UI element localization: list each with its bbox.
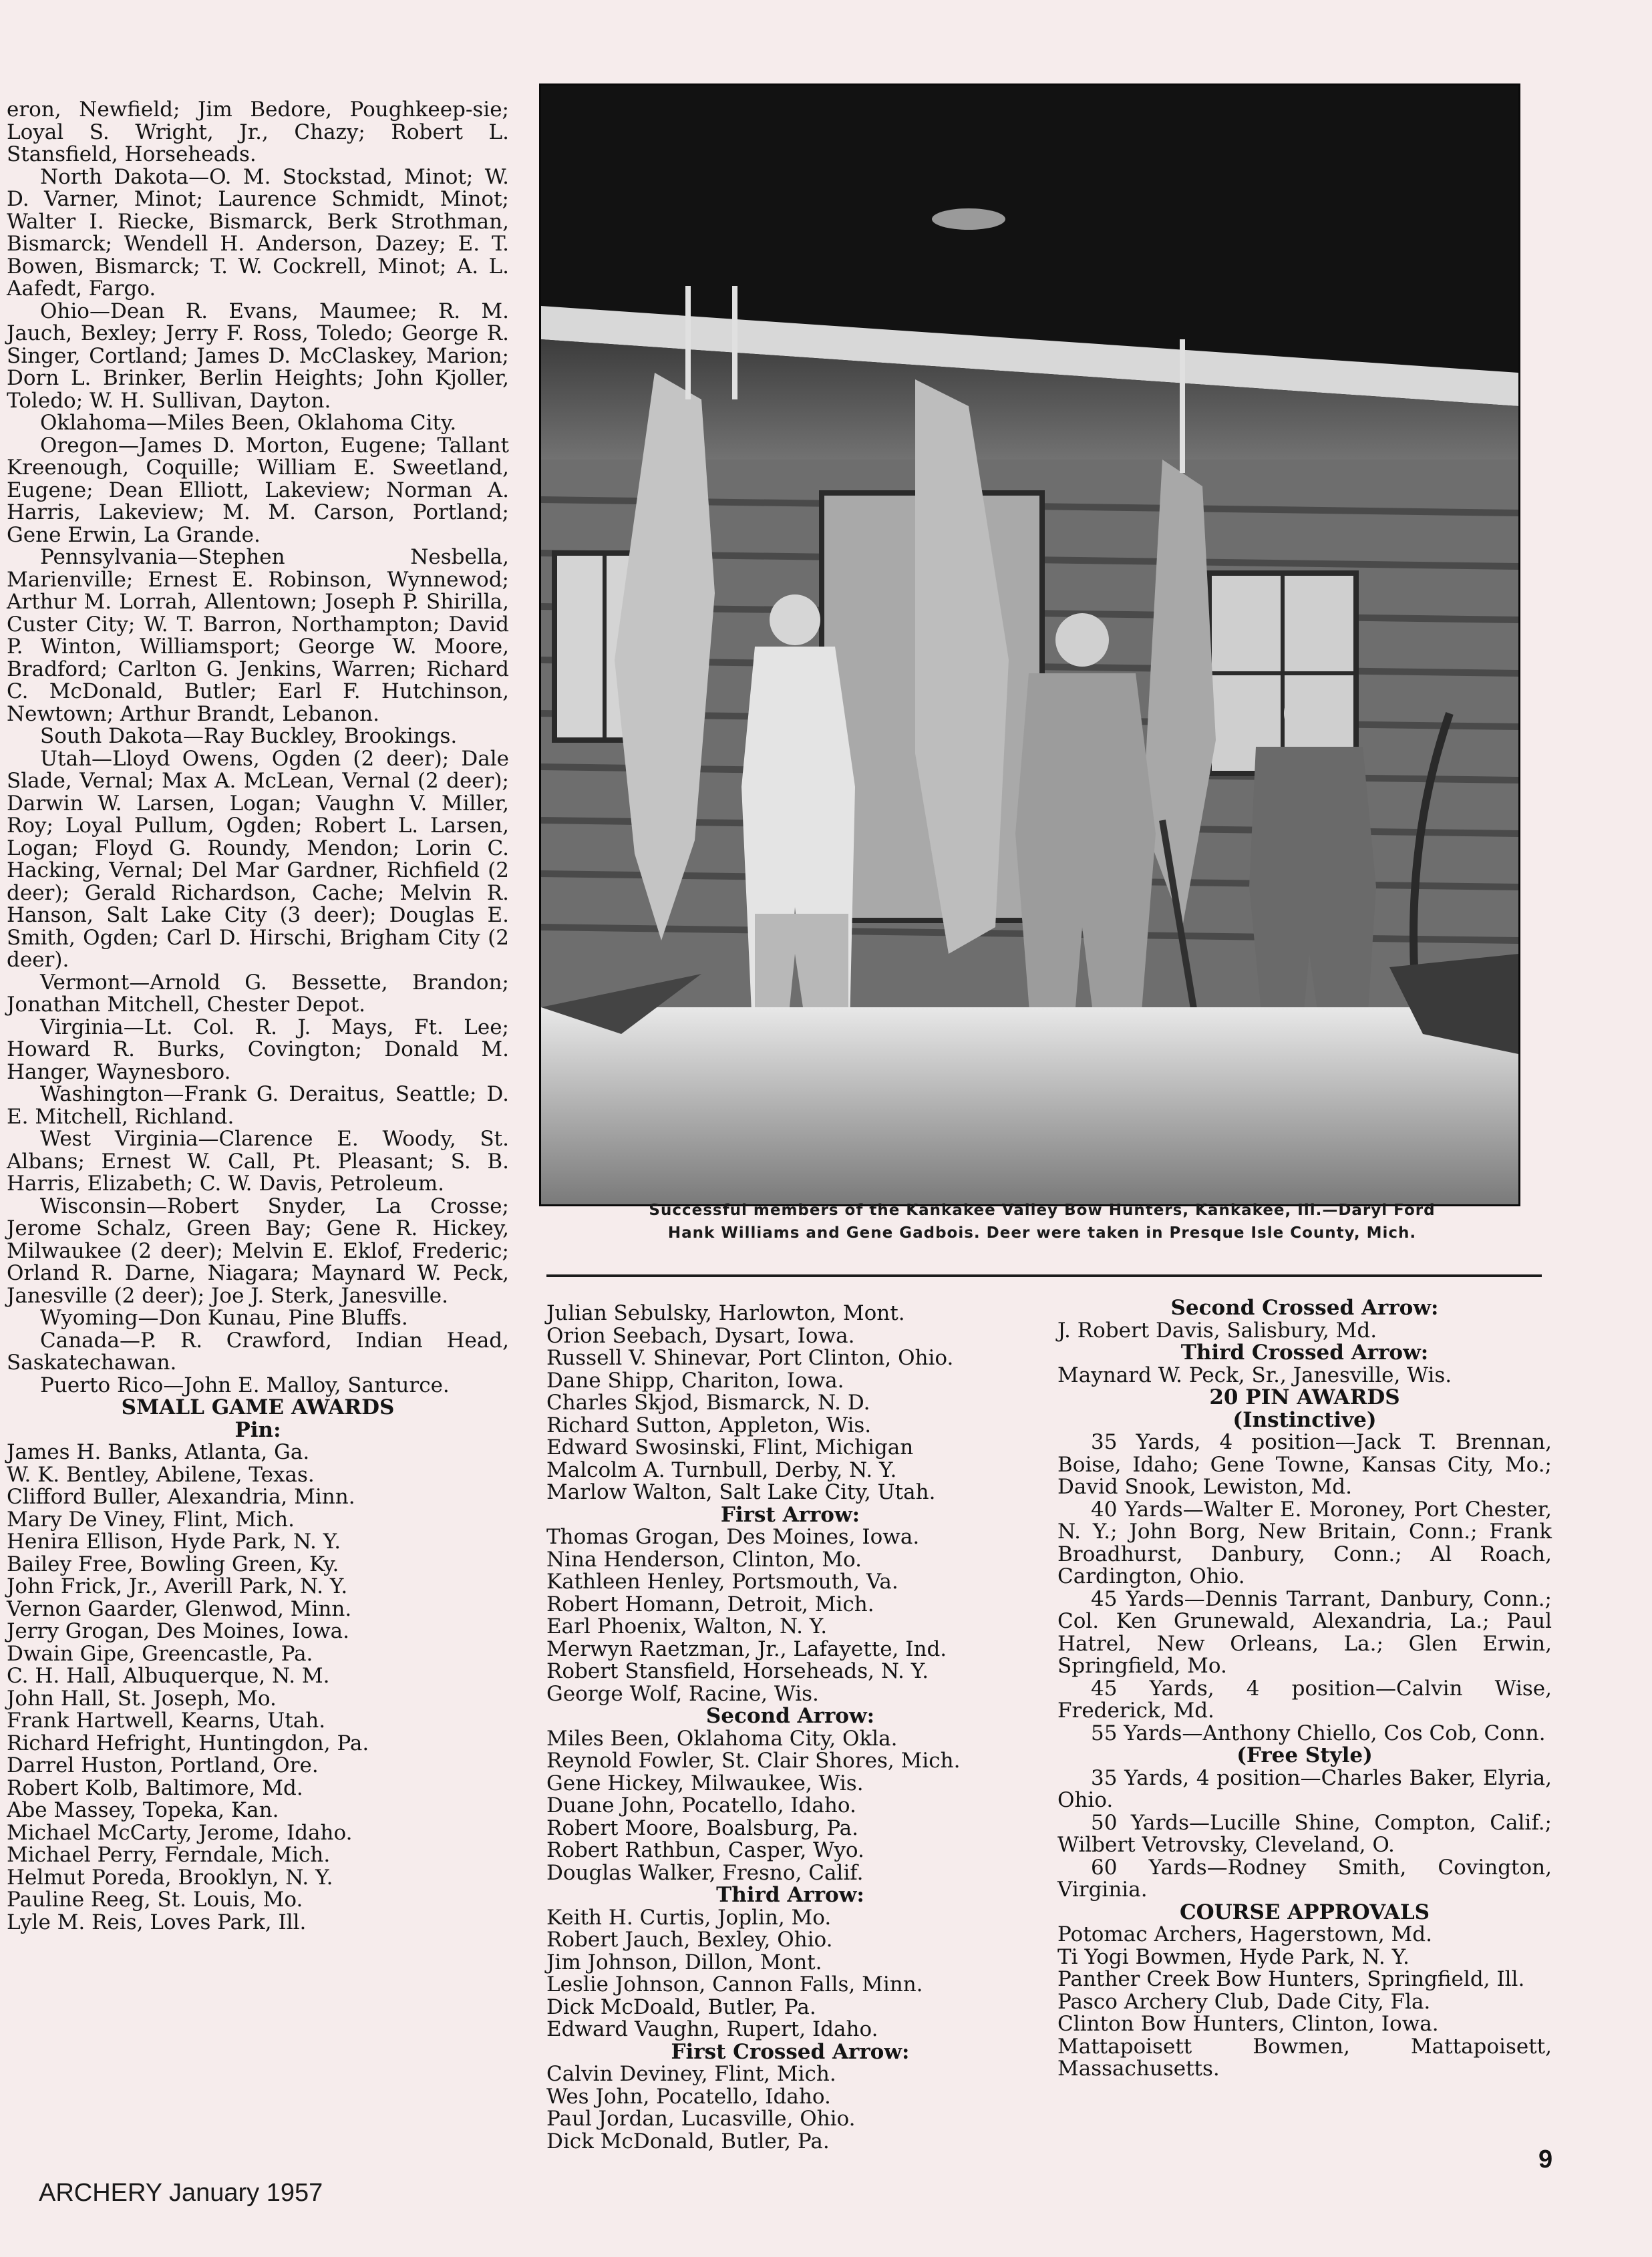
list-item: Pasco Archery Club, Dade City, Fla. bbox=[1057, 1989, 1431, 2014]
list-item: Darrel Huston, Portland, Ore. bbox=[7, 1753, 319, 1777]
section-heading: 20 PIN AWARDS bbox=[1209, 1385, 1400, 1409]
list-item: Edward Vaughn, Rupert, Idaho. bbox=[546, 2017, 878, 2041]
list-item: Marlow Walton, Salt Lake City, Utah. bbox=[546, 1480, 936, 1504]
list-item: George Wolf, Racine, Wis. bbox=[546, 1681, 819, 1706]
list-item: Leslie Johnson, Cannon Falls, Minn. bbox=[546, 1972, 923, 1996]
paragraph: Wisconsin—Robert Snyder, La Crosse; Jerome Schalz, Green Bay; Gene R. Hickey, Milwaukee (2 deer); Melvin E. Eklof, Frederic; Orland R. Darne, Niagara; Maynard W. Peck, Janesville (2 deer); Joe J. Sterk, Janesville. bbox=[7, 1194, 509, 1308]
list-item: Edward Swosinski, Flint, Michigan bbox=[546, 1435, 914, 1459]
subheading: (Free Style) bbox=[1236, 1743, 1373, 1767]
list-item: Clifford Buller, Alexandria, Minn. bbox=[7, 1485, 355, 1509]
paragraph: West Virginia—Clarence E. Woody, St. Albans; Ernest W. Call, Pt. Pleasant; S. B. Harris, Elizabeth; C. W. Davis, Petroleum. bbox=[7, 1127, 509, 1196]
paragraph: Wyoming—Don Kunau, Pine Bluffs. bbox=[40, 1306, 408, 1330]
list-item: Robert Moore, Boalsburg, Pa. bbox=[546, 1815, 858, 1840]
list-item: Henira Ellison, Hyde Park, N. Y. bbox=[7, 1530, 341, 1554]
paragraph: Canada—P. R. Crawford, Indian Head, Saskatechawan. bbox=[7, 1328, 509, 1375]
subheading: Pin: bbox=[234, 1417, 281, 1442]
list-item: Abe Massey, Topeka, Kan. bbox=[7, 1798, 279, 1822]
list-item: Douglas Walker, Fresno, Calif. bbox=[546, 1860, 864, 1885]
list-item: Dick McDonald, Butler, Pa. bbox=[546, 2129, 830, 2153]
list-item: Merwyn Raetzman, Jr., Lafayette, Ind. bbox=[546, 1636, 947, 1661]
subheading: Second Arrow: bbox=[705, 1704, 875, 1728]
section-heading: SMALL GAME AWARDS bbox=[121, 1395, 395, 1419]
name-list bbox=[7, 1441, 509, 1934]
list-item: Maynard W. Peck, Sr., Janesville, Wis. bbox=[1057, 1363, 1452, 1387]
list-item: Mattapoisett Bowmen, Mattapoisett, Massachusetts. bbox=[1057, 2034, 1552, 2081]
section-heading: COURSE APPROVALS bbox=[1179, 1900, 1430, 1924]
column-left bbox=[7, 99, 509, 1934]
list-item: Nina Henderson, Clinton, Mo. bbox=[546, 1547, 862, 1572]
list-item: Gene Hickey, Milwaukee, Wis. bbox=[546, 1771, 864, 1795]
photo-bow-hunters bbox=[539, 83, 1520, 1206]
list-item: Reynold Fowler, St. Clair Shores, Mich. bbox=[546, 1749, 961, 1773]
list-item: Michael McCarty, Jerome, Idaho. bbox=[7, 1820, 353, 1845]
list-item: Dwain Gipe, Greencastle, Pa. bbox=[7, 1641, 313, 1666]
paragraph: 45 Yards—Dennis Tarrant, Danbury, Conn.; Col. Ken Grunewald, Alexandria, La.; Paul Hatrel, New Orleans, La.; Glen Erwin, Springfield, Mo. bbox=[1057, 1586, 1552, 1678]
subheading: Third Arrow: bbox=[716, 1883, 864, 1907]
list-item: Robert Jauch, Bexley, Ohio. bbox=[546, 1928, 833, 1952]
list-item: Robert Kolb, Baltimore, Md. bbox=[7, 1775, 303, 1800]
subheading: First Crossed Arrow: bbox=[671, 2039, 910, 2064]
list-item: Malcolm A. Turnbull, Derby, N. Y. bbox=[546, 1457, 897, 1482]
list-item: W. K. Bentley, Abilene, Texas. bbox=[7, 1462, 315, 1487]
list-item: Julian Sebulsky, Harlowton, Mont. bbox=[546, 1301, 905, 1325]
paragraph: Puerto Rico—John E. Malloy, Santurce. bbox=[40, 1373, 450, 1397]
list-item: Pauline Reeg, St. Louis, Mo. bbox=[7, 1888, 303, 1912]
list-item: John Hall, St. Joseph, Mo. bbox=[7, 1686, 277, 1711]
list-item: Wes John, Pocatello, Idaho. bbox=[546, 2084, 831, 2109]
list-item: Richard Hefright, Huntingdon, Pa. bbox=[7, 1731, 369, 1755]
caption-line: Successful members of the Kankakee Valley Bow Hunters, Kankakee, Ill.—Daryl Ford bbox=[649, 1202, 1436, 1219]
list-item: Jerry Grogan, Des Moines, Iowa. bbox=[7, 1619, 350, 1643]
subheading: (Instinctive) bbox=[1232, 1407, 1377, 1432]
paragraph: 45 Yards, 4 position—Calvin Wise, Frederick, Md. bbox=[1057, 1676, 1552, 1723]
list-item: Lyle M. Reis, Loves Park, Ill. bbox=[7, 1910, 307, 1934]
list-item: Robert Stansfield, Horseheads, N. Y. bbox=[546, 1659, 929, 1683]
photo-caption bbox=[574, 1199, 1510, 1244]
divider bbox=[546, 1274, 1542, 1277]
list-item: James H. Banks, Atlanta, Ga. bbox=[7, 1440, 310, 1464]
caption-line: Hank Williams and Gene Gadbois. Deer were taken in Presque Isle County, Mich. bbox=[667, 1224, 1417, 1242]
subheading: First Arrow: bbox=[720, 1502, 860, 1527]
list-item: Calvin Deviney, Flint, Mich. bbox=[546, 2062, 836, 2086]
list-item: J. Robert Davis, Salisbury, Md. bbox=[1057, 1318, 1377, 1343]
list-item: Thomas Grogan, Des Moines, Iowa. bbox=[546, 1525, 920, 1549]
paragraph: 55 Yards—Anthony Chiello, Cos Cob, Conn. bbox=[1091, 1721, 1546, 1745]
paragraph: Virginia—Lt. Col. R. J. Mays, Ft. Lee; Howard R. Burks, Covington; Donald M. Hanger, Waynesboro. bbox=[7, 1015, 509, 1084]
paragraph: 35 Yards, 4 position—Jack T. Brennan, Boise, Idaho; Gene Towne, Kansas City, Mo.; David Snook, Lewiston, Md. bbox=[1057, 1430, 1552, 1499]
paragraph: Vermont—Arnold G. Bessette, Brandon; Jonathan Mitchell, Chester Depot. bbox=[7, 970, 509, 1017]
list-item: Robert Homann, Detroit, Mich. bbox=[546, 1592, 874, 1616]
list-item: Duane John, Pocatello, Idaho. bbox=[546, 1793, 856, 1817]
list-item: Russell V. Shinevar, Port Clinton, Ohio. bbox=[546, 1346, 954, 1370]
list-item: Panther Creek Bow Hunters, Springfield, Ill. bbox=[1057, 1967, 1525, 1991]
list-item: Bailey Free, Bowling Green, Ky. bbox=[7, 1552, 339, 1576]
paragraph: Oklahoma—Miles Been, Oklahoma City. bbox=[40, 411, 457, 435]
list-item: Michael Perry, Ferndale, Mich. bbox=[7, 1843, 331, 1867]
list-item: Jim Johnson, Dillon, Mont. bbox=[546, 1950, 822, 1974]
paragraph: 60 Yards—Rodney Smith, Covington, Virginia. bbox=[1057, 1855, 1552, 1902]
list-item: Potomac Archers, Hagerstown, Md. bbox=[1057, 1922, 1432, 1946]
paragraph: Ohio—Dean R. Evans, Maumee; R. M. Jauch, Bexley; Jerry F. Ross, Toledo; George R. Singer, Cortland; James D. McClaskey, Marion; Dorn L. Brinker, Berlin Heights; John Kjoller, Toledo; W. H. Sullivan, Dayton. bbox=[7, 299, 509, 413]
paragraph: Pennsylvania—Stephen Nesbella, Marienville; Ernest E. Robinson, Wynnewod; Arthur M. Lorrah, Allentown; Joseph P. Shirilla, Custer City; W. T. Barron, Northampton; David P. Winton, Williamsport; George W. Moore, Bradford; Carlton G. Jenkins, Warren; Richard C. McDonald, Butler; Earl F. Hutchinson, Newtown; Arthur Brandt, Lebanon. bbox=[7, 545, 509, 726]
subheading: Second Crossed Arrow: bbox=[1170, 1296, 1439, 1320]
paragraph: Oregon—James D. Morton, Eugene; Tallant Kreenough, Coquille; William E. Sweetland, Eugene; Dean Elliott, Lakeview; Norman A. Harris, Lakeview; M. M. Carson, Portland; Gene Erwin, La Grande. bbox=[7, 433, 509, 547]
list-item: Frank Hartwell, Kearns, Utah. bbox=[7, 1709, 326, 1733]
paragraph: Utah—Lloyd Owens, Ogden (2 deer); Dale Slade, Vernal; Max A. McLean, Vernal (2 deer); Darwin W. Larsen, Logan; Vaughn V. Miller, Roy; Loyal Pullum, Ogden; Robert L. Larsen, Logan; Floyd G. Roundy, Mendon; Lorin C. Hacking, Vernal; Del Mar Gardner, Richfield (2 deer); Gerald Richardson, Cache; Melvin R. Hanson, Salt Lake City (3 deer); Douglas E. Smith, Ogden; Carl D. Hirschi, Brigham City (2 deer). bbox=[7, 746, 509, 972]
list-item: Earl Phoenix, Walton, N. Y. bbox=[546, 1614, 828, 1638]
list-item: Dick McDoald, Butler, Pa. bbox=[546, 1994, 816, 2019]
list-item: Miles Been, Oklahoma City, Okla. bbox=[546, 1726, 898, 1751]
list-item: Robert Rathbun, Casper, Wyo. bbox=[546, 1838, 864, 1862]
paragraph: South Dakota—Ray Buckley, Brookings. bbox=[40, 724, 458, 748]
paragraph: eron, Newfield; Jim Bedore, Poughkeep-sie; Loyal S. Wright, Jr., Chazy; Robert L. Stansfield, Horseheads. bbox=[7, 98, 509, 166]
list-item: C. H. Hall, Albuquerque, N. M. bbox=[7, 1664, 330, 1688]
paragraph: Washington—Frank G. Deraitus, Seattle; D. E. Mitchell, Richland. bbox=[7, 1082, 509, 1129]
paragraph: 35 Yards, 4 position—Charles Baker, Elyria, Ohio. bbox=[1057, 1765, 1552, 1812]
subheading: Third Crossed Arrow: bbox=[1180, 1341, 1429, 1365]
paragraph: 40 Yards—Walter E. Moroney, Port Chester, N. Y.; John Borg, New Britain, Conn.; Frank Broadhurst, Danbury, Conn.; Al Roach, Cardington, Ohio. bbox=[1057, 1497, 1552, 1588]
column-middle bbox=[546, 1303, 1034, 2153]
list-item: Richard Sutton, Appleton, Wis. bbox=[546, 1413, 872, 1437]
list-item: Mary De Viney, Flint, Mich. bbox=[7, 1507, 295, 1532]
paragraph: 50 Yards—Lucille Shine, Compton, Calif.; Wilbert Vetrovsky, Cleveland, O. bbox=[1057, 1810, 1552, 1857]
page-number: 9 bbox=[1538, 2145, 1553, 2174]
list-item: Paul Jordan, Lucasville, Ohio. bbox=[546, 2107, 856, 2131]
list-item: Orion Seebach, Dysart, Iowa. bbox=[546, 1323, 855, 1348]
list-item: Keith H. Curtis, Joplin, Mo. bbox=[546, 1905, 832, 1930]
list-item: Kathleen Henley, Portsmouth, Va. bbox=[546, 1570, 898, 1594]
list-item: Dane Shipp, Chariton, Iowa. bbox=[546, 1368, 844, 1393]
column-right bbox=[1057, 1297, 1552, 2081]
paragraph: North Dakota—O. M. Stockstad, Minot; W. D. Varner, Minot; Laurence Schmidt, Minot; Walter I. Riecke, Bismarck, Berk Strothman, Bismarck; Wendell H. Anderson, Dazey; E. T. Bowen, Bismarck; T. W. Cockrell, Minot; A. L. Aafedt, Fargo. bbox=[7, 164, 509, 301]
list-item: Ti Yogi Bowmen, Hyde Park, N. Y. bbox=[1057, 1944, 1410, 1969]
page-footer: ARCHERY January 1957 bbox=[39, 2179, 323, 2207]
list-item: Clinton Bow Hunters, Clinton, Iowa. bbox=[1057, 2012, 1439, 2036]
list-item: Helmut Poreda, Brooklyn, N. Y. bbox=[7, 1865, 333, 1890]
list-item: John Frick, Jr., Averill Park, N. Y. bbox=[7, 1574, 348, 1598]
list-item: Vernon Gaarder, Glenwod, Minn. bbox=[7, 1596, 352, 1621]
list-item: Charles Skjod, Bismarck, N. D. bbox=[546, 1391, 870, 1415]
